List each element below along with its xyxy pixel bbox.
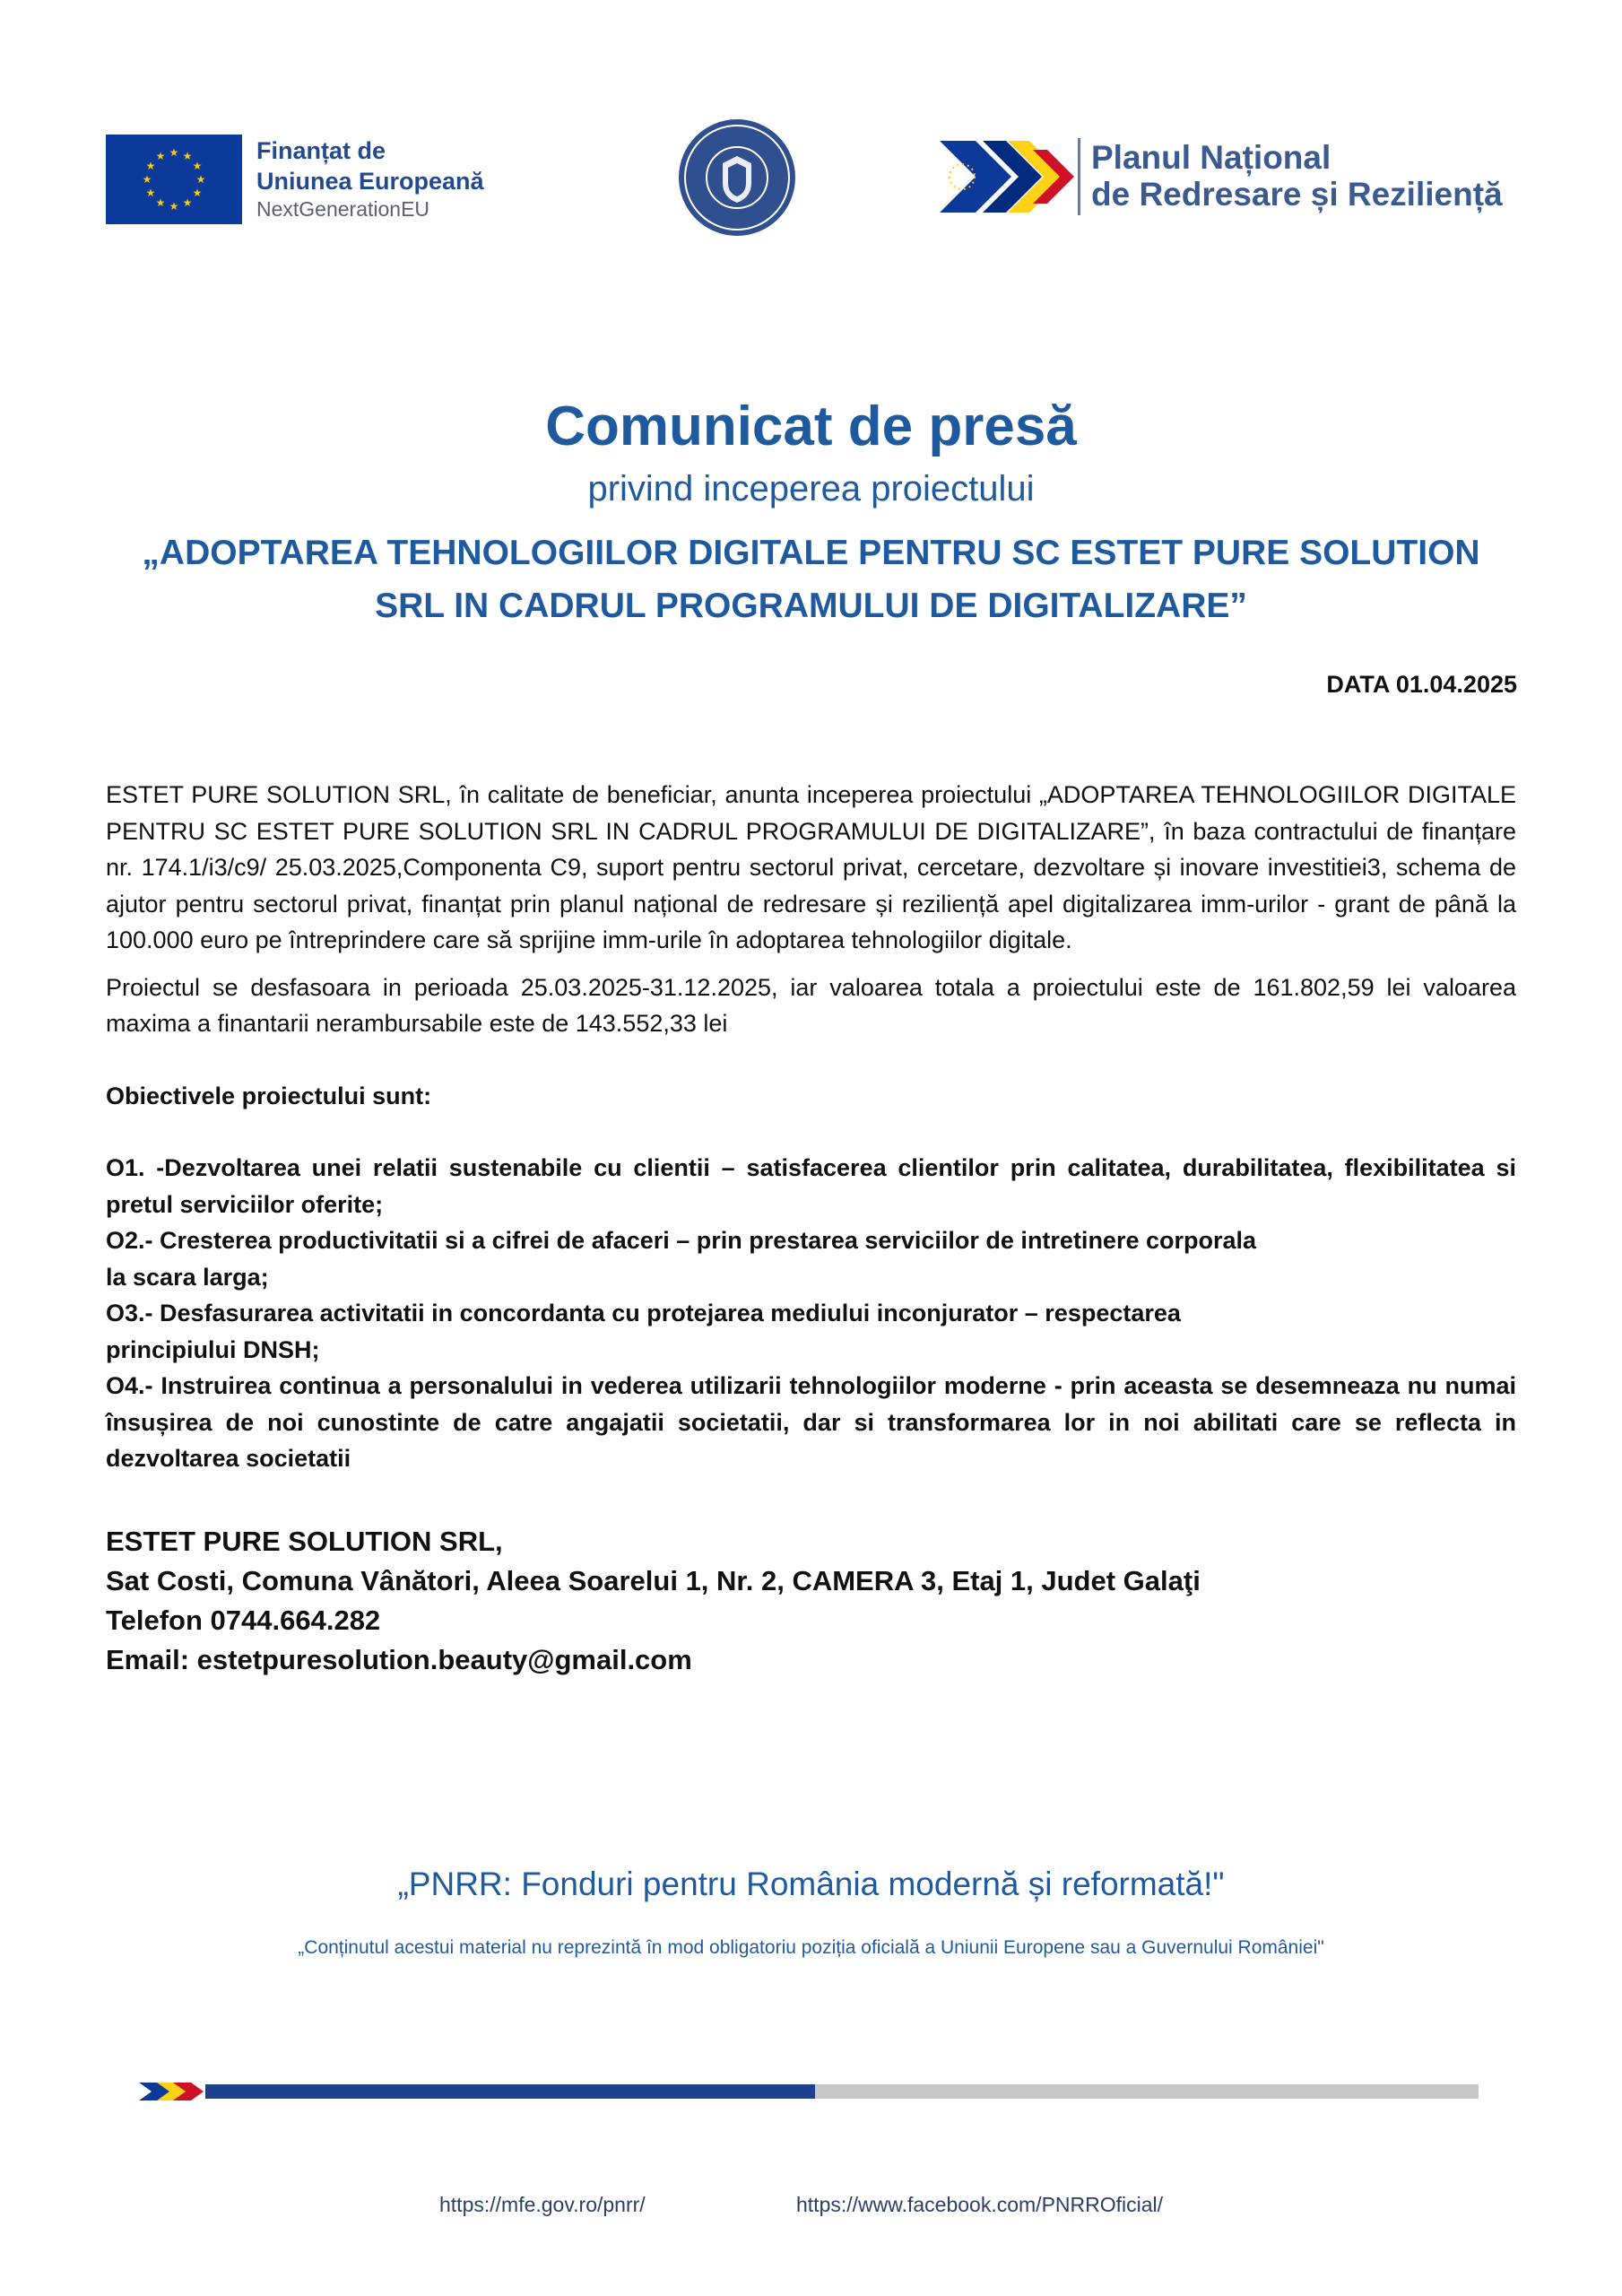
svg-text:★: ★ (192, 160, 203, 172)
svg-text:★: ★ (142, 173, 152, 186)
project-title-line1: „ADOPTAREA TEHNOLOGIILOR DIGITALE PENTRU SC ESTET PURE SOLUTION (142, 534, 1480, 572)
company-phone: Telefon 0744.664.282 (106, 1604, 381, 1636)
document-body (106, 777, 1516, 1680)
intro-paragraph: ESTET PURE SOLUTION SRL, în calitate de beneficiar, anunta inceperea proiectului „ADOPTAREA TEHNOLOGIILOR DIGITALE PENTRU SC ESTET PURE SOLUTION SRL IN CADRUL PROGRAMULUI DE DIGITALIZARE”, în baza contractului de finanțare nr. 174.1/i3/c9/ 25.03.2025,Componenta C9, suport pentru sectorul privat, cercetare, dezvoltare și inovare investitiei3, schema de ajutor pentru sectorul privat, finanțat prin planul național de redresare și reziliență apel digitalizarea imm-urilor - grant de până la 100.000 euro pe întreprindere care să sprijine imm-urile în adoptarea tehnologiilor digitale. (106, 781, 1516, 953)
pnrr-logo-line1: Planul Național (1091, 139, 1331, 177)
project-title-line2: SRL IN CADRUL PROGRAMULUI DE DIGITALIZARE” (375, 586, 1247, 625)
objective-item-continuation: principiului DNSH; (106, 1335, 320, 1363)
page-title: Comunicat de presă (545, 396, 1077, 457)
svg-text:★: ★ (192, 187, 203, 199)
logo-header (106, 117, 1536, 242)
eu-logo-line1: Finanțat de (256, 136, 386, 164)
pnrr-logo (940, 138, 1503, 215)
disclaimer: „Conținutul acestui material nu reprezintă în mod obligatoriu poziția oficială a Uniunii Europene sau a Guvernului României" (298, 1937, 1324, 1958)
company-name: ESTET PURE SOLUTION SRL, (106, 1525, 503, 1557)
release-date: DATA 01.04.2025 (1326, 671, 1517, 698)
svg-text:★: ★ (155, 150, 166, 162)
footer-arrow-bar (139, 2079, 1493, 2104)
svg-text:★: ★ (195, 173, 206, 186)
svg-text:★: ★ (145, 160, 156, 172)
contact-block (106, 1522, 1516, 1680)
title-block (0, 395, 1622, 632)
pnrr-logo-line2: de Redresare și Reziliență (1091, 176, 1503, 213)
pnrr-divider (1078, 138, 1080, 215)
svg-text:★: ★ (169, 146, 179, 159)
government-seal-icon (676, 117, 798, 239)
eu-funding-logo (106, 135, 484, 224)
svg-text:★: ★ (155, 196, 166, 209)
svg-text:★: ★ (182, 196, 193, 209)
pnrr-arrow-icon (940, 141, 1074, 213)
footer-link-mfe[interactable]: https://mfe.gov.ro/pnrr/ (439, 2193, 646, 2216)
objective-item: O3.- Desfasurarea activitatii in concordanta cu protejarea mediului inconjurator – respectarea (106, 1300, 1181, 1326)
company-email: Email: estetpuresolution.beauty@gmail.com (106, 1643, 692, 1675)
page-subtitle: privind inceperea proiectului (587, 469, 1035, 509)
objective-item: O2.- Cresterea productivitatii si a cifrei de afaceri – prin prestarea serviciilor de intretinere corporala (106, 1227, 1257, 1254)
objective-item: O1. -Dezvoltarea unei relatii sustenabile cu clientii – satisfacerea clientilor prin calitatea, durabilitatea, flexibilitatea si pretul serviciilor oferite; (106, 1154, 1516, 1218)
eu-stars-icon (106, 135, 242, 224)
eu-logo-line2: Uniunea Europeană (256, 167, 484, 195)
eu-logo-line3: NextGenerationEU (256, 197, 430, 222)
eu-flag-icon (106, 135, 242, 224)
svg-text:★: ★ (145, 187, 156, 199)
footer-link-facebook[interactable]: https://www.facebook.com/PNRROficial/ (796, 2193, 1164, 2216)
pnrr-slogan: „PNRR: Fonduri pentru România modernă și reformată!" (397, 1866, 1225, 1902)
svg-text:★: ★ (182, 150, 193, 162)
period-paragraph: Proiectul se desfasoara in perioada 25.03.2025-31.12.2025, iar valoarea totala a proiectului este de 161.802,59 lei valoarea maxima a finantarii nerambursabile este de 143.552,33 lei (106, 973, 1516, 1037)
objective-item: O4.- Instruirea continua a personalului in vederea utilizarii tehnologiilor moderne - prin aceasta se desemneaza nu numai însușirea de noi cunostinte de catre angajatii societatii, dar si transformarea lor in noi abilitati care se reflecta in dezvoltarea societatii (106, 1372, 1516, 1472)
project-title (0, 527, 1622, 632)
svg-text:★: ★ (169, 200, 179, 213)
objectives-heading: Obiectivele proiectului sunt: (106, 1082, 432, 1109)
objective-item-continuation: la scara larga; (106, 1263, 269, 1291)
objectives-list (106, 1150, 1516, 1477)
company-address: Sat Costi, Comuna Vânători, Aleea Soarelui 1, Nr. 2, CAMERA 3, Etaj 1, Judet Galaţi (106, 1564, 1201, 1596)
